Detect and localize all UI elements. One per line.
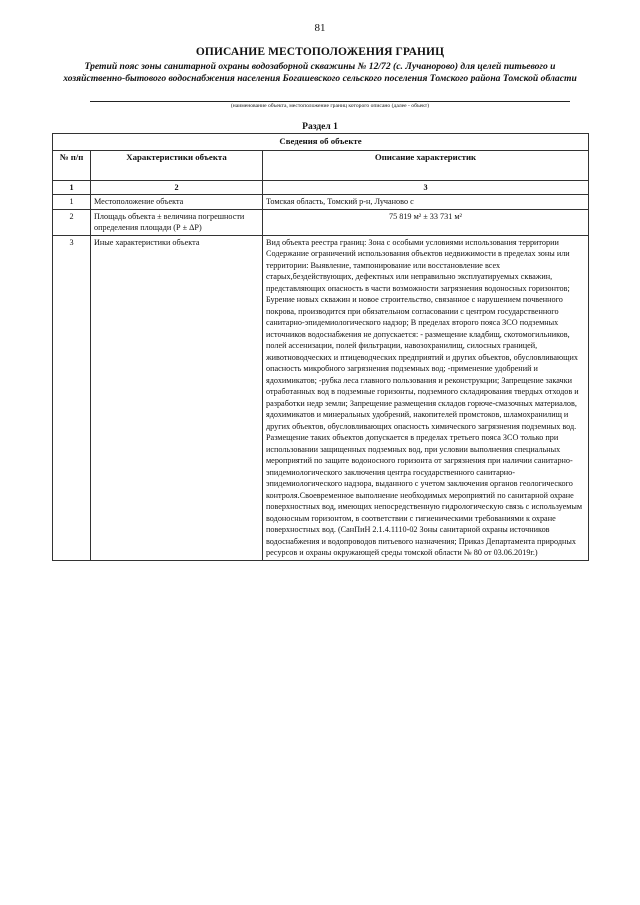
row-number: 2 [53,209,91,235]
table-caption-row [53,134,589,151]
column-number-2: 2 [91,180,263,195]
row-characteristic: Иные характеристики объекта [91,235,263,560]
column-number-3: 3 [263,180,589,195]
title-underline [90,101,570,102]
header-characteristic: Характеристики объекта [91,150,263,180]
section-label: Раздел 1 [302,122,338,132]
table-caption: Сведения об объекте [53,134,589,151]
row-number: 3 [53,235,91,560]
row-characteristic: Площадь объекта ± величина погрешности определения площади (Р ± ΔР) [91,209,263,235]
row-characteristic: Местоположение объекта [91,195,263,210]
row-description: Вид объекта реестра границ: Зона с особыми условиями использования территории Содержание ограничений использования объектов недвижимости в пределах зоны или территории: Выявление, тампонирование или восстановление всех старых,бездействующих, дефектных или неправильно эксплуатируемых скважин, представляющих опасность в части возможности загрязнения водоносных горизонтов; Бурение новых скважин и новое строительство, связанное с нарушением почвенного покрова, производится при обязательном согласовании с центром государственного санитарно-эпидемиологического надзор; В пределах второго пояса ЗСО подземных источников водоснабжения не допускается: - размещение кладбищ, скотомогильников, полей ассенизации, полей фильтрации, навозохранилищ, силосных границей, животноводческих и птицеводческих предприятий и других объектов, обусловливающих опасность микробного загрязнения подземных вод; -применение удобрений и ядохимикатов; -рубка леса главного пользования и реконструкции; Запрещение закачки отработанных вод в подземные горизонты, подземного складирования твердых отходов и разработки недр земли; Запрещение размещения складов горюче-смазочных материалов, ядохимикатов и минеральных удобрений, накопителей промстоков, шламохранилищ и других объектов, обусловливающих опасность химического загрязнения подземных вод. Размещение таких объектов допускается в пределах третьего пояса ЗСО только при использовании защищенных подземных вод, при условии выполнения специальных мероприятий по защите водоносного горизонта от загрязнения при наличии санитарно-эпидемиологического заключения центра государственного санитарно-эпидемиологического надзора, выданного с учетом заключения органов геологического контроля.Своевременное выполнение необходимых мероприятий по санитарной охране поверхностных вод, имеющих непосредственную гидрологическую связь с используемым водоносным горизонтом, в соответствии с гигиеническими требованиями к охране поверхностных вод. (СанПиН 2.1.4.1110-02 Зоны санитарной охраны источников водоснабжения и водопроводов питьевого назначения; Приказ Департамента природных ресурсов и охраны окружающей среды томской области № 80 от 03.06.2019г.) [263,235,589,560]
document-title: ОПИСАНИЕ МЕСТОПОЛОЖЕНИЯ ГРАНИЦ [195,46,445,58]
column-numbers-row [53,180,589,195]
row-description: Томская область, Томский р-н, Лучаново с [263,195,589,210]
header-number: № п/п [53,150,91,180]
table-row [53,235,589,560]
header-description: Описание характеристик [263,150,589,180]
title-caption: (наименование объекта, местоположение границ которого описано (далее - объект) [230,103,430,109]
table-header-row [53,150,589,180]
row-description: 75 819 м² ± 33 731 м² [263,209,589,235]
row-number: 1 [53,195,91,210]
table-row [53,209,589,235]
document-subtitle: Третий пояс зоны санитарной охраны водозаборной скважины № 12/72 (с. Лучанорово) для целей питьевого и хозяйственно-бытового водоснабжения населения Богашевского сельского поселения Томского района Томской области [63,61,577,84]
object-info-table [52,133,589,561]
table-row [53,195,589,210]
column-number-1: 1 [53,180,91,195]
page-number: 81 [314,22,326,34]
